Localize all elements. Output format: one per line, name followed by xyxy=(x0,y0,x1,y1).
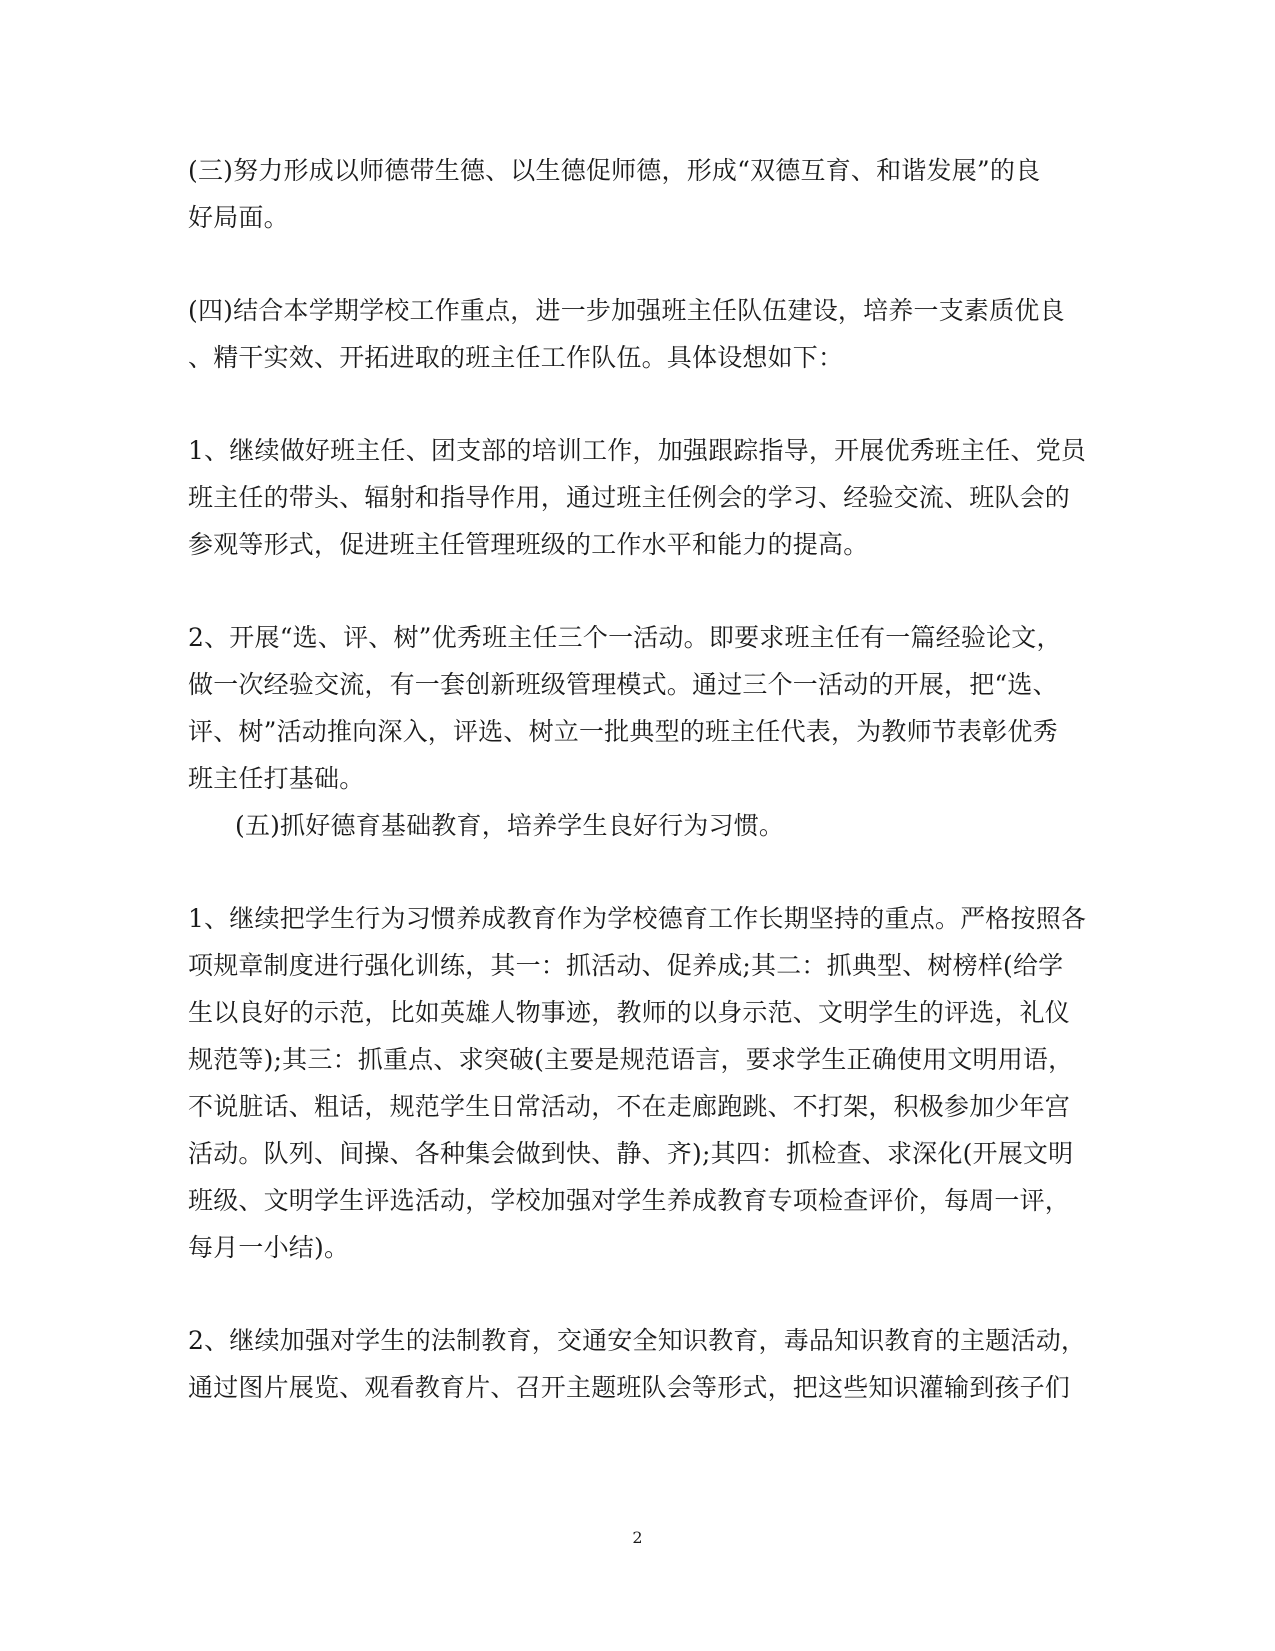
text-line: 活动。队列、间操、各种集会做到快、静、齐);其四：抓检查、求深化(开展文明 xyxy=(188,1139,1074,1168)
text-line: 项规章制度进行强化训练，其一：抓活动、促养成;其二：抓典型、树榜样(给学 xyxy=(188,951,1064,980)
text-line: 生以良好的示范，比如英雄人物事迹，教师的以身示范、文明学生的评选，礼仪 xyxy=(188,998,1071,1027)
text-line: 通过图片展览、观看教育片、召开主题班队会等形式，把这些知识灌输到孩子们 xyxy=(188,1373,1071,1402)
text-line: 做一次经验交流，有一套创新班级管理模式。通过三个一活动的开展，把“选、 xyxy=(188,670,1058,699)
text-line: 班主任的带头、辐射和指导作用，通过班主任例会的学习、经验交流、班队会的 xyxy=(188,483,1071,512)
text-line: 班级、文明学生评选活动，学校加强对学生养成教育专项检查评价，每周一评， xyxy=(188,1186,1071,1215)
text-line: 2、继续加强对学生的法制教育，交通安全知识教育，毒品知识教育的主题活动， xyxy=(188,1326,1087,1355)
text-line: 评、树”活动推向深入，评选、树立一批典型的班主任代表，为教师节表彰优秀 xyxy=(188,717,1058,746)
text-line: (三)努力形成以师德带生德、以生德促师德，形成“双德互育、和谐发展”的良 xyxy=(188,156,1041,185)
text-line: 不说脏话、粗话，规范学生日常活动，不在走廊跑跳、不打架，积极参加少年宫 xyxy=(188,1092,1071,1121)
text-line: 每月一小结)。 xyxy=(188,1233,350,1262)
text-line: (四)结合本学期学校工作重点，进一步加强班主任队伍建设，培养一支素质优良 xyxy=(188,296,1065,325)
text-line: 1、继续做好班主任、团支部的培训工作，加强跟踪指导，开展优秀班主任、党员 xyxy=(188,436,1087,465)
text-line: 班主任打基础。 xyxy=(188,764,365,793)
page-number: 2 xyxy=(632,1528,643,1547)
text-line: 好局面。 xyxy=(188,203,289,232)
text-line: 2、开展“选、评、树”优秀班主任三个一活动。即要求班主任有一篇经验论文， xyxy=(188,623,1062,652)
text-line: 规范等);其三：抓重点、求突破(主要是规范语言，要求学生正确使用文明用语， xyxy=(188,1045,1074,1074)
text-line: 1、继续把学生行为习惯养成教育作为学校德育工作长期坚持的重点。严格按照各 xyxy=(188,904,1087,933)
text-line: 、精干实效、开拓进取的班主任工作队伍。具体设想如下： xyxy=(188,343,844,372)
text-line: 参观等形式，促进班主任管理班级的工作水平和能力的提高。 xyxy=(188,530,869,559)
text-line: (五)抓好德育基础教育，培养学生良好行为习惯。 xyxy=(235,811,785,840)
